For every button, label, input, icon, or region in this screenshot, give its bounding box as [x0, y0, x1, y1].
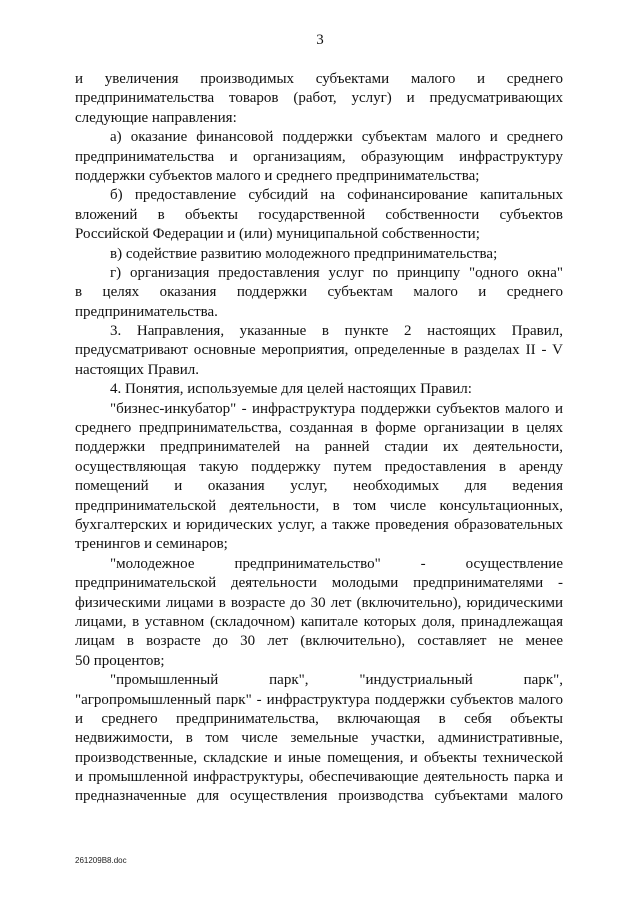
- text-line: "бизнес-инкубатор" - инфраструктура поддержки субъектов малого и: [110, 400, 563, 417]
- text-line: предусматривают основные мероприятия, определенные в разделах II - V: [75, 342, 563, 359]
- text-line: предпринимательской деятельности, в том числе консультационных,: [75, 497, 563, 514]
- text-line: "молодежное предпринимательство" - осуществление: [110, 555, 563, 572]
- text-line: осуществляющая такую поддержку путем предоставления в аренду: [75, 458, 563, 475]
- text-line: настоящих Правил.: [75, 361, 199, 378]
- text-line: "агропромышленный парк" - инфраструктура поддержки субъектов малого: [75, 691, 563, 708]
- text-line: "промышленный парк", "индустриальный парк",: [110, 672, 563, 689]
- text-line: следующие направления:: [75, 109, 237, 126]
- text-line: 4. Понятия, используемые для целей настоящих Правил:: [110, 381, 472, 398]
- text-line: а) оказание финансовой поддержки субъектам малого и среднего: [110, 129, 563, 146]
- text-line: производственные, складские и иные помещения, и объекты технической: [75, 749, 563, 766]
- text-line: поддержки предпринимателей на ранней стадии их деятельности,: [75, 439, 563, 456]
- text-line: в целях оказания поддержки субъектам малого и среднего: [75, 284, 563, 301]
- text-line: и среднего предпринимательства, включающая в себя объекты: [75, 710, 563, 727]
- text-line: недвижимости, в том числе земельные участки, административные,: [75, 730, 563, 747]
- footer-filename: 261209B8.doc: [75, 856, 127, 865]
- text-line: помещений и оказания услуг, необходимых для ведения: [75, 478, 563, 495]
- text-line: лицам в возрасте до 30 лет (включительно), составляет не менее: [75, 633, 563, 650]
- text-line: предпринимательства.: [75, 303, 218, 320]
- text-line: бухгалтерских и юридических услуг, а также проведения образовательных: [75, 516, 563, 533]
- text-line: в) содействие развитию молодежного предпринимательства;: [110, 245, 498, 262]
- text-line: предпринимательства товаров (работ, услуг) и предусматривающих: [75, 90, 563, 107]
- text-line: г) организация предоставления услуг по принципу "одного окна": [110, 264, 563, 281]
- text-line: 3. Направления, указанные в пункте 2 настоящих Правил,: [110, 323, 563, 340]
- text-line: поддержки субъектов малого и среднего предпринимательства;: [75, 167, 480, 184]
- text-line: предназначенные для осуществления производства субъектами малого: [75, 788, 563, 805]
- text-line: предпринимательства и организациям, образующим инфраструктуру: [75, 148, 563, 165]
- text-line: Российской Федерации и (или) муниципальной собственности;: [75, 226, 480, 243]
- text-line: тренингов и семинаров;: [75, 536, 228, 553]
- page-number: 3: [316, 32, 324, 48]
- text-line: лицами, в уставном (складочном) капитале которых доля, принадлежащая: [75, 613, 563, 630]
- text-line: предпринимательской деятельности молодыми предпринимателями -: [75, 575, 563, 592]
- text-line: б) предоставление субсидий на софинансирование капитальных: [110, 187, 563, 204]
- text-line: среднего предпринимательства, созданная в форме организации в целях: [75, 420, 563, 437]
- document-body: [75, 70, 563, 807]
- text-line: вложений в объекты государственной собственности субъектов: [75, 206, 563, 223]
- text-line: 50 процентов;: [75, 652, 165, 669]
- text-line: физическими лицами в возрасте до 30 лет (включительно), юридическими: [75, 594, 563, 611]
- text-line: и увеличения производимых субъектами малого и среднего: [75, 71, 563, 87]
- text-line: и промышленной инфраструктуры, обеспечивающие деятельность парка и: [75, 769, 563, 786]
